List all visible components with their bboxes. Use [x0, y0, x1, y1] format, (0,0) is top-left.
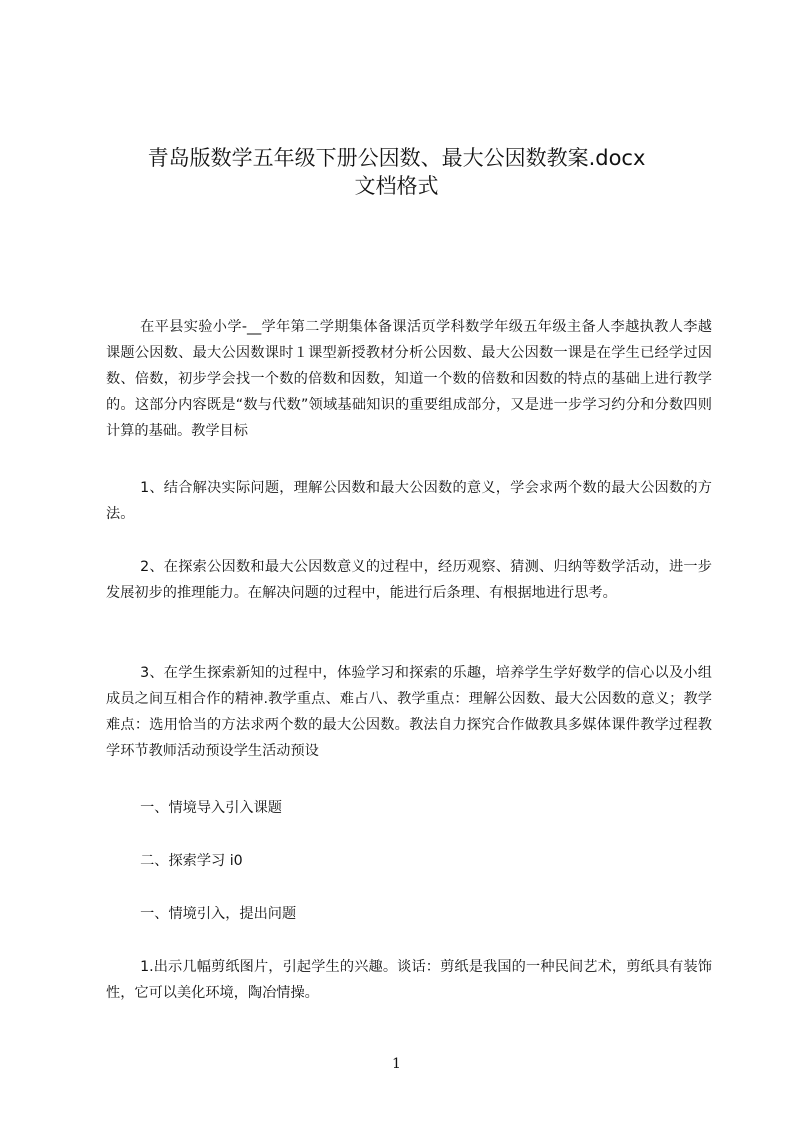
paragraph-text: 2、在探索公因数和最大公因数意义的过程中，经历观察、猜测、归纳等数学活动，进一步发展初步的推理能力。在解决问题的过程中，能进行后条理、有根据地进行思考。	[106, 559, 712, 601]
paragraph-activity-1	[106, 954, 712, 1006]
paragraph-text: 一、情境引入，提出问题	[140, 906, 297, 922]
paragraph-text: 一、情境导入引入课题	[140, 800, 282, 816]
paragraph-text: 二、探索学习 i0	[140, 853, 243, 869]
paragraph-goal-2	[106, 554, 712, 606]
paragraph-goal-1	[106, 475, 712, 527]
paragraph-goal-3	[106, 660, 712, 764]
document-title: 青岛版数学五年级下册公因数、最大公因数教案.docx	[147, 146, 646, 170]
paragraph-text: 1、结合解决实际问题，理解公因数和最大公因数的意义，学会求两个数的最大公因数的方法。	[106, 480, 712, 522]
paragraph-text: 1.出示几幅剪纸图片，引起学生的兴趣。谈话：剪纸是我国的一种民间艺术，剪纸具有装饰性，它可以美化环境，陶冶情操。	[106, 959, 712, 1001]
paragraph-text: 在平县实验小学-__学年第二学期集体备课活页学科数学年级五年级主备人李越执教人李越课题公因数、最大公因数课时１课型新授教材分析公因数、最大公因数一课是在学生已经学过因数、倍数，初步学会找一个数的倍数和因数，知道一个数的倍数和因数的特点的基础上进行教学的。这部分内容既是“数与代数”领域基础知识的重要组成部分，又是进一步学习约分和分数四则计算的基础。教学目标	[106, 319, 712, 439]
document-subtitle: 文档格式	[354, 174, 439, 198]
paragraph-text: 3、在学生探索新知的过程中，体验学习和探索的乐趣，培养学生学好数学的信心以及小组成员之间互相合作的精神.教学重点、难占八、教学重点：理解公因数、最大公因数的意义；教学难点：选用恰当的方法求两个数的最大公因数。教法自力探究合作做教具多媒体课件教学过程教学环节教师活动预设学生活动预设	[106, 665, 712, 759]
section-heading-3	[106, 901, 712, 927]
paragraph-intro	[106, 314, 712, 444]
section-heading-2	[106, 848, 712, 874]
page-number: 1	[392, 1056, 401, 1072]
section-heading-1	[106, 795, 712, 821]
